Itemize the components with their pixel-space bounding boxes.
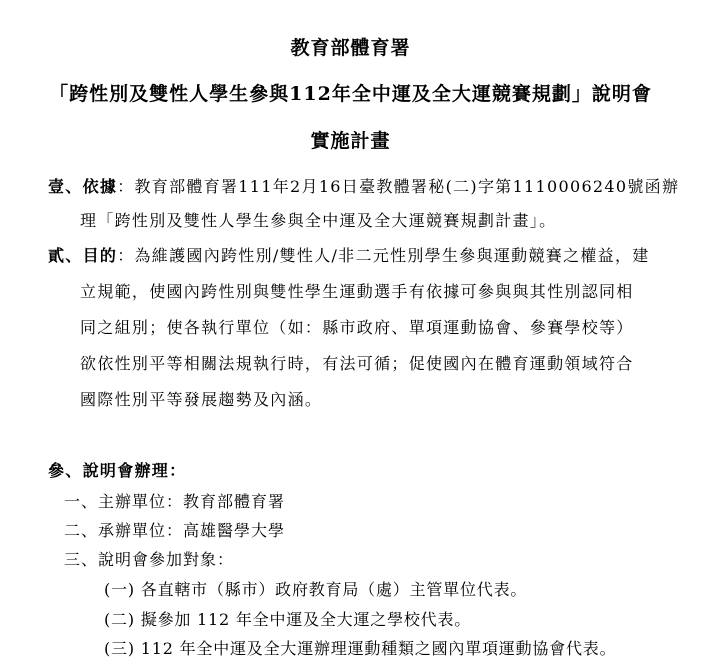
participant-item-2: (二) 擬參加 112 年全中運及全大運之學校代表。 <box>104 610 472 629</box>
section-purpose-line-4: 欲依性別平等相關法規執行時，有法可循；促使國內在體育運動領域符合 <box>80 354 634 373</box>
section-purpose-line-1 <box>48 245 650 267</box>
section-basis-line-2: 理「跨性別及雙性人學生參與全中運及全大運競賽規劃計畫」。 <box>80 211 557 230</box>
document-title-main: 「跨性別及雙性人學生參與112年全中運及全大運競賽規劃」說明會 <box>49 83 652 105</box>
section-briefing-heading: 參、說明會辦理： <box>48 461 187 480</box>
section-basis-line-1 <box>48 176 679 198</box>
briefing-participants: 三、說明會參加對象： <box>64 550 235 569</box>
section-basis-heading: 壹、依據 <box>48 177 118 196</box>
briefing-coorganizer: 二、承辦單位：高雄醫學大學 <box>64 521 286 540</box>
section-purpose-line-3: 同之組別；使各執行單位（如：縣市政府、單項運動協會、參賽學校等） <box>80 318 634 337</box>
document-title-agency: 教育部體育署 <box>290 37 411 59</box>
participant-item-3: (三) 112 年全中運及全大運辦理運動種類之國內單項運動協會代表。 <box>104 639 617 658</box>
section-basis-text: ：教育部體育署111年2月16日臺教體署秘(二)字第1110006240號函辦 <box>117 177 680 196</box>
participant-item-1: (一) 各直轄市（縣市）政府教育局（處）主管單位代表。 <box>104 580 528 599</box>
section-purpose-line-5: 國際性別平等發展趨勢及內涵。 <box>80 390 323 409</box>
briefing-organizer: 一、主辦單位：教育部體育署 <box>64 492 286 511</box>
section-purpose-heading: 貳、目的 <box>48 246 118 265</box>
document-title-plan: 實施計畫 <box>310 130 391 152</box>
section-purpose-line-2: 立規範，使國內跨性別與雙性學生運動選手有依據可參與與其性別認同相 <box>80 282 634 301</box>
section-purpose-text: ：為維護國內跨性別/雙性人/非二元性別學生參與運動競賽之權益，建 <box>117 246 650 265</box>
